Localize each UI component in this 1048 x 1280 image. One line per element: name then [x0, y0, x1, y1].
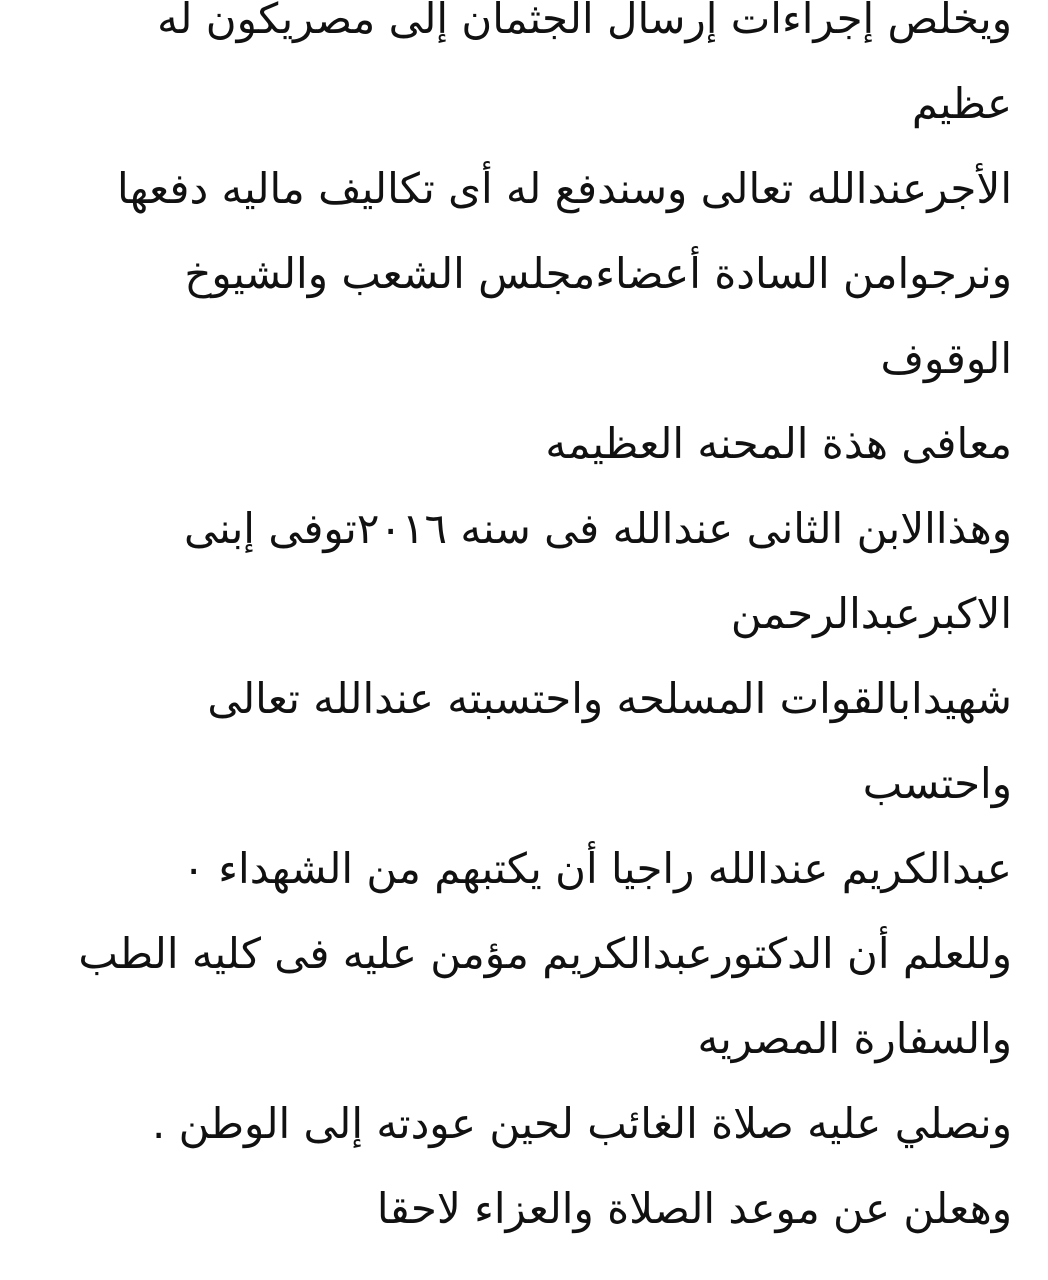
text-line: وهذاالابن الثانى عندالله فى سنه ٢٠١٦توفى إبنى — [183, 504, 1012, 553]
text-line: عبدالكريم عندالله راجيا أن يكتبهم من الشهداء ٠ — [182, 844, 1012, 893]
text-line: ويخلص إجراءات إرسال الجثمان إلى مصريكون له — [157, 0, 1012, 43]
text-line: الأجرعندالله تعالى وسندفع له أى تكاليف ماليه دفعها — [116, 164, 1012, 213]
text-line: عظيم — [911, 79, 1012, 128]
text-line: الوقوف — [880, 334, 1012, 383]
text-line: وهعلن عن موعد الصلاة والعزاء لاحقا — [376, 1184, 1012, 1233]
text-line: الاكبرعبدالرحمن — [730, 589, 1012, 638]
text-line: ونصلي عليه صلاة الغائب لحين عودته إلى الوطن . — [151, 1099, 1012, 1148]
text-line: واحتسب — [862, 759, 1012, 808]
text-line: شهيدابالقوات المسلحه واحتسبته عندالله تعالى — [207, 674, 1012, 723]
text-line: والسفارة المصريه — [697, 1014, 1012, 1063]
text-line: ونرجوامن السادة أعضاءمجلس الشعب والشيوخ — [184, 249, 1012, 298]
text-line: معافى هذة المحنه العظيمه — [545, 419, 1012, 468]
text-line: وللعلم أن الدكتورعبدالكريم مؤمن عليه فى كليه الطب — [78, 929, 1012, 978]
